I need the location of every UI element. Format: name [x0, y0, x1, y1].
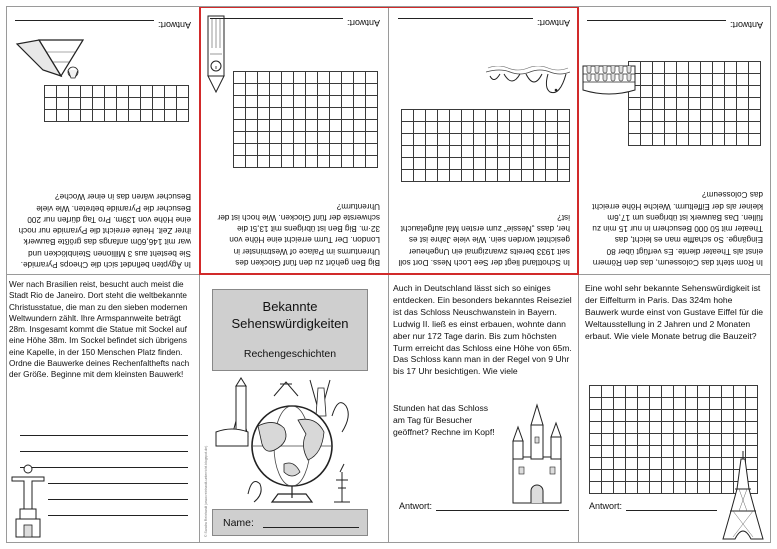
answer-line[interactable]: [436, 501, 569, 511]
calculation-grid: [401, 109, 570, 182]
page-rome: [579, 6, 771, 274]
cover-title-box: [212, 289, 368, 371]
cover-title: Bekannte Sehenswürdigkeiten: [231, 299, 349, 331]
answer-line[interactable]: [210, 18, 343, 28]
christ-redeemer-icon: [10, 463, 46, 539]
story-text: Auch in Deutschland lässt sich so einiges entdecken. Ein besonders bekanntes Reiseziel ist das Schloss Neuschwanstein in Bayern. Ludwig II. ließ es einst erbauen, wohnte dann aber nur 172 Tage darin. Bis zum höchsten Turm erreicht das Schloss eine Höhe von 65m. Das Schloss kann man in der Regel von 9 Uhr bis 17 Uhr besichtigen. Wie viele: [393, 283, 572, 377]
globe-icon: [214, 376, 370, 506]
answer-row[interactable]: [210, 18, 380, 28]
answer-line[interactable]: [20, 451, 188, 452]
story-text-continued: Stunden hat das Schloss am Tag für Besucher geöffnet? Rechne im Kopf!: [393, 403, 495, 437]
cover-subtitle: Rechengeschichten: [243, 348, 337, 360]
calculation-grid: [233, 71, 378, 168]
calculation-grid: [628, 61, 761, 146]
calculation-grid: [44, 85, 189, 122]
name-label: Name:: [223, 517, 254, 529]
page-loch-ness: [389, 6, 578, 274]
answer-line[interactable]: [48, 499, 188, 500]
answer-row[interactable]: [398, 18, 570, 28]
answer-label: Antwort:: [399, 501, 433, 511]
big-ben-icon: [236, 386, 246, 436]
eiffel-tower-icon: [721, 449, 765, 541]
story-text: Wer nach Brasilien reist, besucht auch meist die Stadt Rio de Janeiro. Dort steht die weltbekannte Christusstatue, die man zu den sieben modernen Weltwundern zählt. Ihre Armspannweite beträgt 28m. Insgesamt kommt die Statue mit Sockel auf eine Höhe 38m. Im Sockel befindet sich übrigens eine Kapelle, in der 150 Menschen Platz finden. Ordne die Bauwerke deines Rechenfalthefts nach der Größe. Beginne mit dem kleinsten Bauwerk!: [9, 280, 190, 380]
answer-label: Antwort:: [157, 20, 191, 30]
answer-label: Antwort:: [346, 18, 380, 28]
answer-line[interactable]: [48, 483, 188, 484]
story-text: Eine wohl sehr bekannte Sehenswürdigkeit ist der Eiffelturm in Paris. Das 324m hohe Bauwerk wurde einst von Gustave Eiffel für die Weltausstellung in 2 Jahren und 2 Monaten erbaut. Wie viele Monate betrug die Bauzeit?: [585, 283, 764, 341]
page-brazil: [6, 275, 199, 543]
page-eiffel-tower: [579, 275, 771, 543]
page-neuschwanstein: [389, 275, 578, 543]
loch-ness-monster-icon: [486, 66, 570, 102]
answer-row[interactable]: [589, 501, 717, 511]
answer-line[interactable]: [15, 20, 154, 30]
copyright-note: © Sandra Reinhardt (www.reinhardt-unterricht.blogspot.de): [204, 445, 208, 537]
story-text: In Rom steht das Colosseum, das den Römern einst als Theater diente. Es verfügt über 80 Eingänge. So schaffte man es leicht, das Theater mit 50 000 Besuchern in nur 15 min zu füllen. Das Bauwerk ist übrigens um 17,6m kleiner als der Eiffelturm. Welche Höhe erreicht das Colosseum?: [592, 190, 763, 267]
name-box[interactable]: [212, 509, 368, 536]
page-egypt: [6, 6, 199, 274]
answer-line[interactable]: [48, 515, 188, 516]
answer-line[interactable]: [398, 18, 533, 28]
answer-label: Antwort:: [536, 18, 570, 28]
answer-line[interactable]: [626, 501, 717, 511]
answer-row[interactable]: [399, 501, 569, 511]
story-text: In Schottland liegt der See Loch Ness. Dort soll seit 1933 bereits zwanzigmal ein Ungeheuer gesichtet worden sein. Wie viele Jahre ist es her, dass „Nessie“ zum ersten Mal aufgetaucht ist?: [398, 212, 570, 267]
neuschwanstein-castle-icon: [505, 397, 569, 505]
answer-line[interactable]: [20, 435, 188, 436]
answer-line[interactable]: [587, 20, 726, 30]
pyramid-icon: [11, 36, 87, 84]
name-field[interactable]: [263, 527, 359, 528]
story-text: Big Ben gehört zu den fünf Glocken des Uhrenturms im Palace of Westminster in London. Der Turm erreicht eine Höhe von 32·m. Big Ben ist übrigens mit 13,5t die schwerste der fünf Glocken. Wie hoch ist der Uhrenturm?: [217, 201, 380, 267]
colosseum-icon: [581, 62, 637, 98]
answer-row[interactable]: [15, 20, 191, 30]
story-text: In Ägypten befindet sich die Cheops Pyramide. Sie besteht aus 3 Millionen Steinblöcken und war mit 146,60m anfangs das größte Bauwerk ihrer Zeit. Heute erreicht die Pyramide nur noch eine Höhe von 139m. Pro Tag dürfen nur 200 Besucher die Pyramide betreten. Wie viele Besucher wären das in einer Woche?: [18, 192, 191, 269]
answer-row[interactable]: [587, 20, 763, 30]
answer-label: Antwort:: [589, 501, 623, 511]
answer-label: Antwort:: [729, 20, 763, 30]
page-big-ben: [200, 6, 388, 274]
